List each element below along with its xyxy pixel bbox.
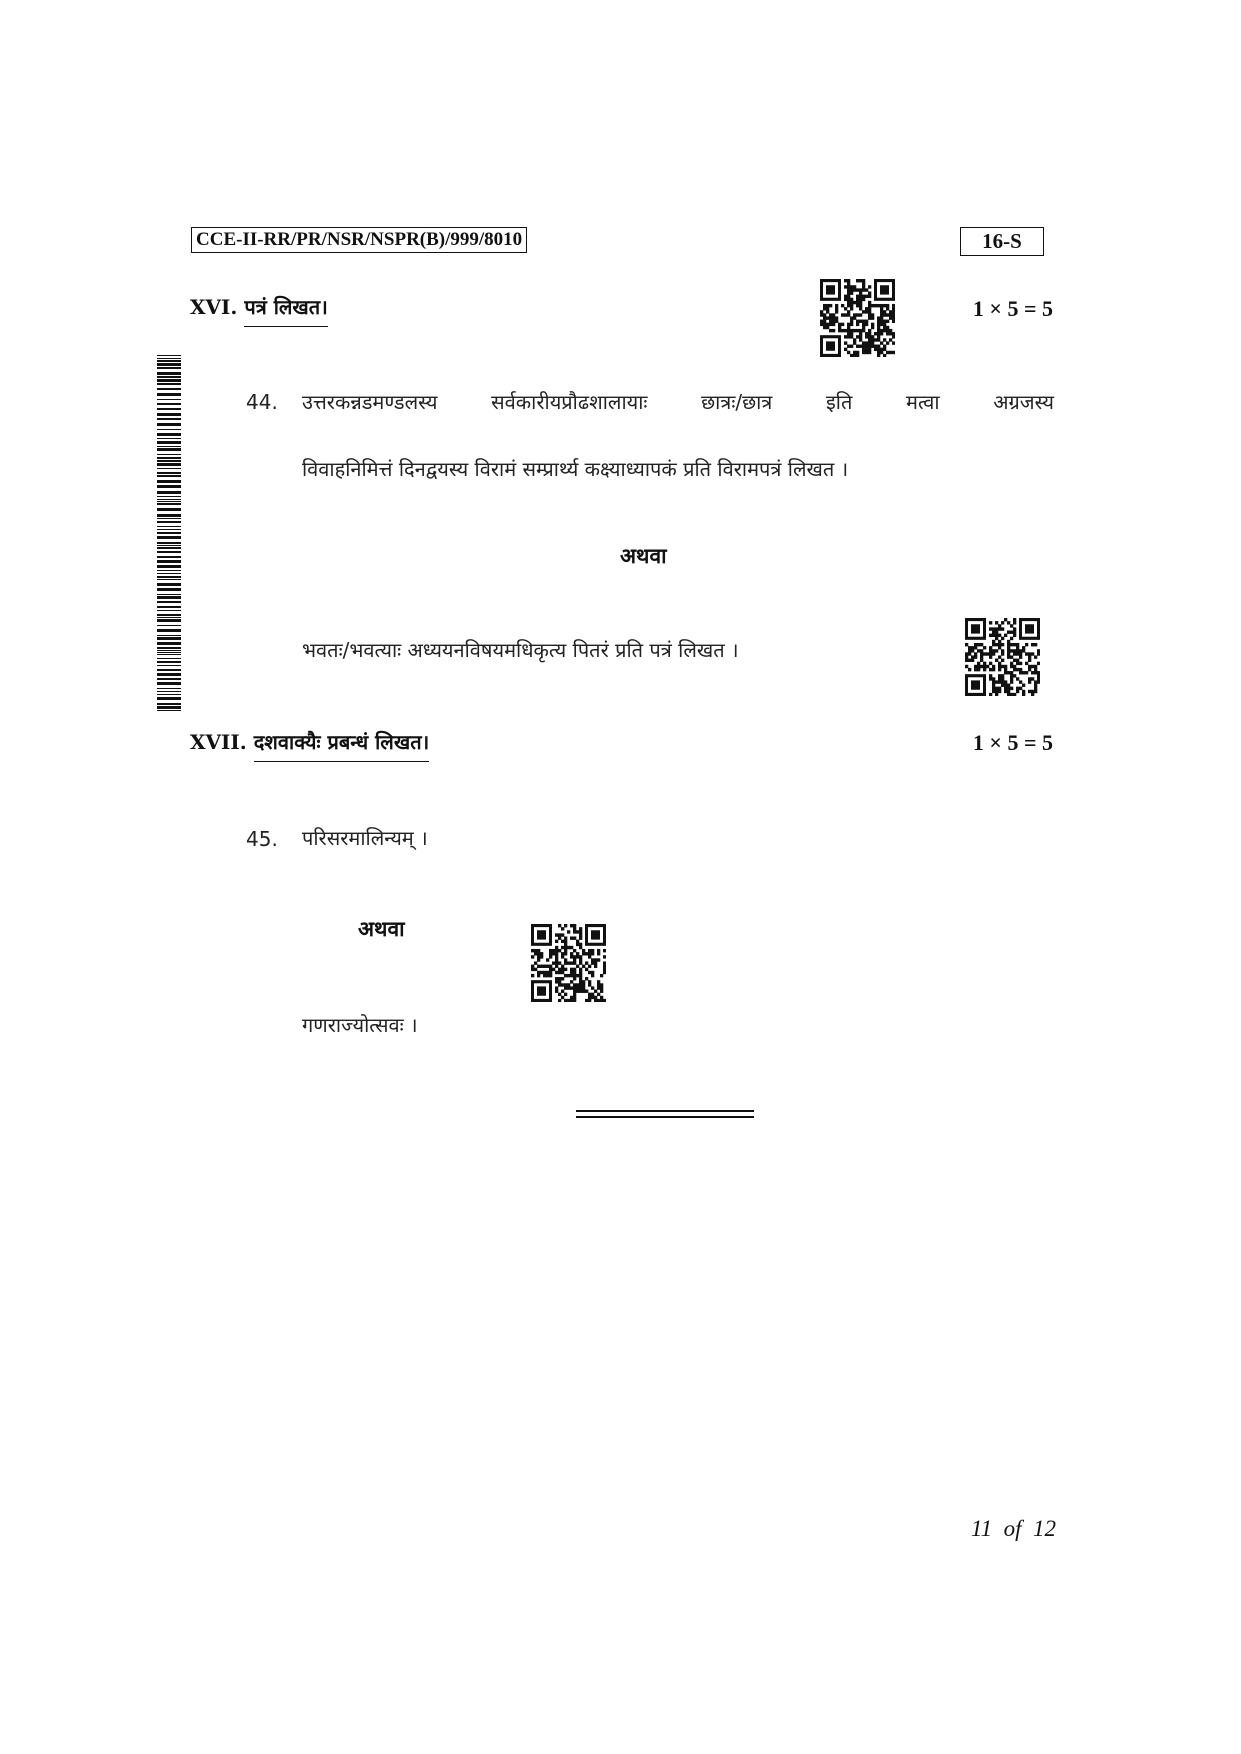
question-44-number: 44.: [246, 390, 278, 414]
section-xvi-heading: [190, 293, 328, 327]
section-xvii-title: दशवाक्यैः प्रबन्धं लिखत।: [254, 728, 430, 762]
section-xvi-marks: 1 × 5 = 5: [972, 296, 1053, 321]
question-44-alternative: भवतः/भवत्याः अध्ययनविषयमधिकृत्य पितरं प्रति पत्रं लिखत ।: [302, 638, 739, 662]
barcode: [157, 355, 181, 713]
qr-code: [531, 924, 606, 1002]
paper-code: CCE-II-RR/PR/NSR/NSPR(B)/999/8010: [191, 227, 527, 253]
question-45-number: 45.: [246, 827, 278, 851]
section-xvi-numeral: XVI.: [190, 295, 238, 319]
question-44-line-1: उत्तरकन्नडमण्डलस्य सर्वकारीयप्रौढशालायाः छात्रः/छात्र इति मत्वा अग्रजस्य: [302, 390, 1054, 414]
section-xvii-heading: [190, 728, 429, 762]
question-45-text: परिसरमालिन्यम् ।: [302, 826, 428, 850]
question-45-alternative: गणराज्योत्सवः ।: [302, 1013, 418, 1037]
question-44-line-2: विवाहनिमित्तं दिनद्वयस्य विरामं सम्प्रार्थ्य कक्ष्याध्यापकं प्रति विरामपत्रं लिखत ।: [302, 457, 849, 481]
or-label-xvi: अथवा: [620, 544, 667, 568]
qr-code: [965, 618, 1040, 696]
end-rule: [576, 1110, 754, 1112]
section-xvi-title: पत्रं लिखत।: [244, 293, 327, 327]
or-label-xvii: अथवा: [358, 917, 405, 941]
end-rule: [576, 1116, 754, 1118]
section-xvii-numeral: XVII.: [190, 730, 247, 754]
subject-code: 16-S: [960, 227, 1044, 256]
qr-code: [820, 279, 895, 357]
page-number: 11 of 12: [970, 1516, 1056, 1541]
section-xvii-marks: 1 × 5 = 5: [972, 730, 1053, 755]
